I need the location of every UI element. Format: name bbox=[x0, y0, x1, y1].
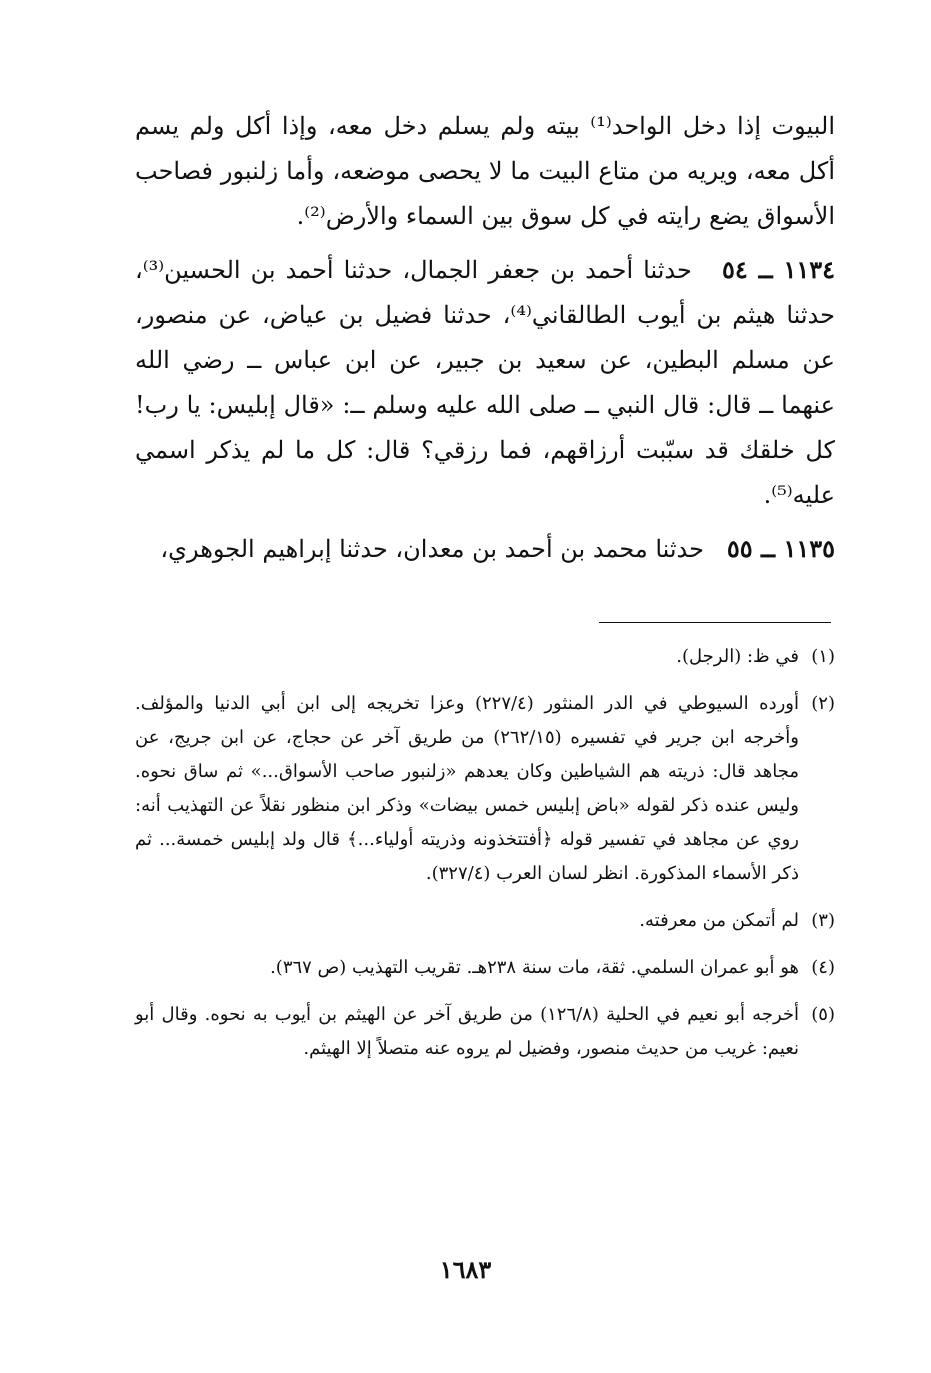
footnote-marker: (١) bbox=[811, 646, 835, 667]
main-text bbox=[135, 104, 835, 580]
footnote-marker: (٥) bbox=[811, 1004, 835, 1025]
footnote-text: أخرجه أبو نعيم في الحلية (١٢٦/٨) من طريق آخر عن الهيثم بن أيوب به نحوه. وقال أبو نعيم: غريب من حديث منصور، وفضيل لم يروه عنه متصلاً إلا الهيثم. bbox=[135, 1004, 799, 1059]
footnote-4 bbox=[135, 951, 835, 985]
page-number: ١٦٨٣ bbox=[439, 1255, 492, 1284]
hadith-1134-text: حدثنا أحمد بن جعفر الجمال، حدثنا أحمد بن الحسين⁽³⁾، حدثنا هيثم بن أيوب الطالقاني⁽⁴⁾، حدثنا فضيل بن عياض، عن منصور، عن مسلم البطين، عن سعيد بن جبير، عن ابن عباس ــ رضي الله عنهما ــ قال: قال النبي ــ صلى الله عليه وسلم ــ: «قال إبليس: يا رب! كل خلقك قد سبّبت أرزاقهم، فما رزقي؟ قال: كل ما لم يذكر اسمي عليه⁽⁵⁾. bbox=[135, 256, 835, 509]
footnote-marker: (٢) bbox=[811, 693, 835, 714]
footnote-3 bbox=[135, 904, 835, 938]
paragraph-1 bbox=[135, 104, 835, 239]
footnote-marker: (٣) bbox=[811, 910, 835, 931]
footnote-separator bbox=[599, 622, 831, 623]
footnote-5 bbox=[135, 998, 835, 1066]
paragraph-1-text: البيوت إذا دخل الواحد⁽¹⁾ بيته ولم يسلم دخل معه، وإذا أكل ولم يسم أكل معه، ويريه من متاع البيت ما لا يحصى موضعه، وأما زلنبور فصاحب الأسواق يضع رايته في كل سوق بين السماء والأرض⁽²⁾. bbox=[135, 112, 835, 230]
footnote-2 bbox=[135, 687, 835, 891]
paragraph-hadith-1134 bbox=[135, 247, 835, 518]
footnotes bbox=[135, 640, 835, 1079]
hadith-number-1135: ١١٣٥ ــ ٥٥ bbox=[726, 534, 835, 563]
footnote-text: أورده السيوطي في الدر المنثور (٢٢٧/٤) وعزا تخريجه إلى ابن أبي الدنيا والمؤلف. وأخرجه ابن جرير في تفسيره (٢٦٢/١٥) من طريق آخر عن حجاج، عن ابن جريج، عن مجاهد قال: ذريته هم الشياطين وكان يعدهم «زلنبور صاحب الأسواق...» ثم ساق نحوه. وليس عنده ذكر لقوله «باض إبليس خمس بيضات» وذكر ابن منظور نقلاً عن التهذيب أنه: روي عن مجاهد في تفسير قوله ﴿أفتتخذونه وذريته أولياء...﴾ قال ولد إبليس خمسة... ثم ذكر الأسماء المذكورة. انظر لسان العرب (٣٢٧/٤). bbox=[135, 693, 799, 884]
footnote-text: لم أتمكن من معرفته. bbox=[639, 910, 799, 931]
hadith-1135-text: حدثنا محمد بن أحمد بن معدان، حدثنا إبراهيم الجوهري، bbox=[160, 535, 704, 563]
footnote-text: في ظ: (الرجل). bbox=[676, 646, 799, 667]
paragraph-hadith-1135 bbox=[135, 526, 835, 572]
footnote-text: هو أبو عمران السلمي. ثقة، مات سنة ٢٣٨هـ. تقريب التهذيب (ص ٣٦٧). bbox=[270, 957, 799, 978]
hadith-number-1134: ١١٣٤ ــ ٥٤ bbox=[722, 255, 835, 284]
footnote-marker: (٤) bbox=[811, 957, 835, 978]
footnote-1 bbox=[135, 640, 835, 674]
